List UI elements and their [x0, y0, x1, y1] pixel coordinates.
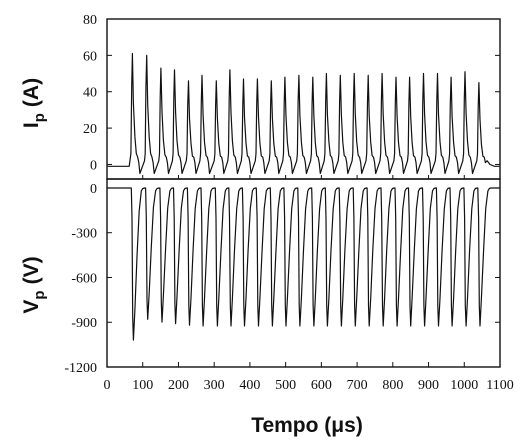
- voltage-axis-title: [20, 256, 48, 313]
- current-axis-title: [20, 78, 48, 128]
- voltage-panel: [64, 179, 513, 393]
- voltage-y-tick-label: -300: [71, 226, 97, 242]
- x-tick-label: 900: [418, 378, 440, 393]
- voltage-y-tick-label: -1200: [64, 361, 97, 376]
- x-tick-label: 600: [310, 378, 332, 393]
- x-tick-label: 400: [239, 378, 261, 393]
- current-axis-symbol: I: [20, 122, 43, 129]
- voltage-waveform-series: [108, 188, 500, 340]
- current-y-tick-label: 0: [90, 158, 97, 174]
- x-tick-label: 500: [275, 378, 297, 393]
- current-y-tick-label: 20: [83, 122, 97, 138]
- current-y-tick-label: 80: [83, 13, 97, 28]
- current-axis-subscript: p: [31, 113, 48, 123]
- voltage-axis-symbol: V: [20, 299, 43, 314]
- current-panel: [83, 13, 500, 179]
- x-tick-label: 0: [103, 378, 111, 393]
- current-y-tick-label: 40: [83, 85, 97, 101]
- x-tick-label: 1000: [450, 378, 479, 393]
- voltage-axis-unit: (V): [20, 256, 43, 285]
- current-axis-unit: (A): [20, 77, 43, 108]
- current-waveform-series: [108, 54, 500, 174]
- x-tick-label: 800: [382, 378, 404, 393]
- voltage-y-tick-label: -600: [71, 271, 97, 287]
- current-y-tick-label: 60: [83, 49, 97, 65]
- voltage-axis-subscript: p: [31, 290, 48, 300]
- x-tick-label: 300: [203, 378, 225, 393]
- x-tick-label: 100: [132, 378, 154, 393]
- voltage-y-tick-label: 0: [90, 181, 97, 197]
- x-tick-label: 1100: [486, 378, 514, 393]
- x-axis-title: Tempo (μs): [251, 414, 363, 437]
- voltage-y-tick-label: -900: [71, 316, 97, 332]
- x-tick-label: 200: [167, 378, 189, 393]
- x-tick-label: 700: [346, 378, 368, 393]
